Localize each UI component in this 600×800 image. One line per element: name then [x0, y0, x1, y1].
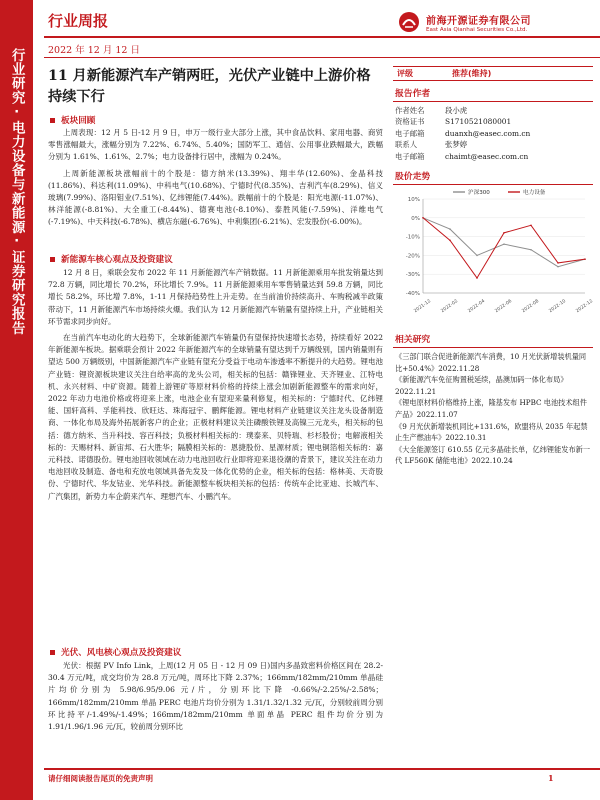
- y-tick-label: -20%: [405, 253, 420, 260]
- x-tick-label: 2022-04: [467, 299, 487, 315]
- author-field-label: 资格证书: [395, 117, 425, 127]
- data-point: [530, 249, 532, 251]
- y-tick-label: -40%: [405, 291, 420, 298]
- footer-divider: [44, 768, 600, 770]
- data-point: [557, 266, 559, 268]
- section-heading-text: 光伏、风电核心观点及投资建议: [61, 648, 182, 658]
- paragraph-weekly-performance: 上周表现：12 月 5 日-12 月 9 日，申万一级行业大部分上涨，其中食品饮料、家用电器、商贸零售涨幅最大，涨幅分别为 7.22%、6.74%、5.40%；国防军工、通信、公用事业跌幅最大，跌幅分别为 1.61%、1.61%、2.7%；电力设备排行居中，涨幅为 0.24%。: [48, 128, 383, 162]
- header-divider: [44, 36, 600, 38]
- section-heading-nev: [50, 253, 173, 265]
- square-bullet-icon: [50, 650, 55, 655]
- chart-svg: [393, 185, 593, 325]
- data-point: [584, 258, 586, 260]
- x-tick-label: 2022-10: [548, 299, 568, 315]
- data-point: [503, 243, 505, 245]
- header-divider-thin: [44, 57, 600, 58]
- chart-heading: 股价走势: [393, 166, 593, 185]
- paragraph-pv-prices: 光伏：根据 PV Info Link，上周(12 月 05 日 - 12 月 09 日)国内多晶致密料价格区间在 28.2-30.4 万元/吨，成交均价为 28.8 万元/吨，周环比下降 2.37%；166mm/182mm/210mm 单晶硅片均价分别为 5.98/6.95/9.06 元/片，分别环比下降 -0.66%/-2.25%/-2.58%；166mm/182mm/210mm 单晶 PERC 电池片均价分别为 1.31/1.32/1.32 元/瓦，分别较前周分别环比持平/-1.49%/-1.49%；166mm/182mm/210mm 单面单晶 PERC 组件均价分别为 1.91/1.96/1.96 元/瓦，较前周分别环比: [48, 661, 383, 732]
- section-pv-body: [48, 660, 383, 766]
- x-tick-label: 2022-12: [575, 299, 593, 315]
- author-row: [393, 105, 593, 116]
- x-tick-label: 2021-12: [413, 299, 433, 315]
- series-line-hs300: [423, 218, 585, 267]
- sidebar-text: 行业研究·电力设备与新能源·证券研究报告: [9, 48, 25, 336]
- author-row: [393, 128, 593, 139]
- paragraph-nev-outlook: 在当前汽车电动化的大趋势下，全球新能源汽车销量仍有望保持快速增长态势，持续看好 2022 年新能源车板块。据乘联会预计 2022 年新能源汽车的全球销量有望达到千万辆级别，国内销量则有望达 500 万辆级别，中国新能源汽车产业链有望充分受益于电动车渗透率不断提升的大趋势。锂电池产业链：锂资源板块建议关注自给率高的龙头公司，相关标的包括：赣锋锂业、天齐锂业、江特电机、永兴材料、中矿资源。随着上游锂矿等原材料价格的持续上涨会加剧新能源整车的需求向好，2022 年动力电池价格或将迎来上涨，电池企业有望迎来量利修复，相关标的：宁德时代、亿纬锂能、国轩高科、孚能科技、欣旺达、珠海冠宇、鹏辉能源。锂电材料产业链建议关注龙头设备制造商、一体化布局及海外拓展新客户的企业；正极材料建议关注磷酸铁锂及高镍三元龙头，相关标的包括：德方纳米、当升科技、容百科技；负极材料相关标的：璞泰来、贝特瑞、杉杉股份；电解液相关标的：天赐材料、新宙邦、石大胜华；隔膜相关标的：恩捷股份、星源材质；锂电铜箔相关标的：嘉元科技、诺德股份。锂电池回收领域在动力电池回收行业即将迎来退役潮的背景下，建议关注在动力电池回收及制造、备电和充放电领域具备先发及一体化优势的企业，相关标的包括：格林美、天奇股份、宁德时代、华友钴业、光华科技。新能源整车板块相关标的包括：传统车企比亚迪、长城汽车、广汽集团，新势力车企蔚来汽车、理想汽车、小鹏汽车。: [48, 333, 383, 501]
- related-report-link[interactable]: 《9 月光伏新增装机同比+131.6%，欧盟将从 2035 年起禁止生产燃油车》2022.10.31: [395, 421, 588, 443]
- x-tick-label: 2022-02: [440, 299, 460, 315]
- author-field-label: 作者姓名: [395, 106, 425, 115]
- author-field-value[interactable]: chaimt@easec.com.cn: [445, 151, 529, 161]
- logo-mark-icon: [398, 11, 420, 33]
- author-row: [393, 116, 593, 127]
- data-point: [557, 262, 559, 264]
- y-tick-label: -10%: [405, 234, 420, 241]
- author-field-value: S1710521080001: [445, 117, 512, 127]
- rating-value: 推荐(维持): [452, 69, 492, 78]
- author-row: [393, 139, 593, 150]
- x-tick-label: 2022-06: [494, 299, 514, 315]
- author-row: [393, 151, 593, 162]
- section-heading-pv-wind: [50, 646, 181, 658]
- related-report-link[interactable]: 《新能源汽车免征购置税延续，晶澳加码一体化布局》2022.11.21: [395, 375, 568, 396]
- related-heading: 相关研究: [393, 329, 593, 348]
- data-point: [476, 277, 478, 279]
- y-tick-label: -30%: [405, 272, 420, 279]
- report-type-label: 行业周报: [48, 12, 109, 30]
- y-tick-label: 0%: [411, 215, 420, 222]
- data-point: [422, 217, 424, 219]
- paragraph-nev-sales: 12 月 8 日，乘联会发布 2022 年 11 月新能源汽车产销数据。11 月新能源乘用车批发销量达到 72.8 万辆，同比增长 70.2%，环比增长 7.9%。11 月新能源乘用车零售销量达到 59.8 万辆，同比增长 58.2%，环比增 7.8%，1-11 月保持趋势性上升走势。在当前油价持续高升、车购税减半政策带动下，11 月新能源汽车市场持续火爆。我们认为 12 月新能源汽车销量有望持续上升，产业链相关环节需求同步向好。: [48, 268, 383, 326]
- author-list: [393, 102, 593, 162]
- y-tick-label: 10%: [407, 197, 420, 204]
- rating-label: 评级: [397, 69, 413, 78]
- logo-name-cn: 前海开源证券有限公司: [426, 15, 531, 27]
- square-bullet-icon: [50, 118, 55, 123]
- right-sidebar: [393, 66, 593, 467]
- x-tick-label: 2022-08: [521, 299, 541, 315]
- data-point: [503, 232, 505, 234]
- data-point: [476, 255, 478, 257]
- series-line-power-equipment: [423, 218, 585, 278]
- data-point: [530, 225, 532, 227]
- author-heading: 报告作者: [393, 83, 593, 102]
- section-heading-review: [50, 114, 95, 126]
- disclaimer-note: 请仔细阅读报告尾页的免责声明: [48, 774, 153, 783]
- section-nev-body: [48, 267, 383, 503]
- related-list: [393, 348, 593, 467]
- author-field-value: 段小虎: [445, 106, 468, 115]
- related-report-link[interactable]: 《大全能源签订 610.55 亿元多晶硅长单，亿纬锂能发布新一代 LF560K 储能电池》2022.10.24: [395, 444, 591, 466]
- legend-label: 电力设备: [523, 190, 546, 197]
- related-report-link[interactable]: 《锂电原材料价格维持上涨，隆基发布 HPBC 电池技术组件产品》2022.11.07: [395, 398, 587, 419]
- company-logo: [398, 10, 598, 34]
- square-bullet-icon: [50, 257, 55, 262]
- page-number: 1: [548, 773, 554, 783]
- section-review-body: [48, 127, 383, 229]
- author-field-label: 联系人: [395, 140, 418, 150]
- legend-label: 沪深300: [468, 190, 490, 197]
- report-date: 2022 年 12 月 12 日: [48, 45, 140, 56]
- sidebar-banner: [0, 0, 33, 800]
- rating-row: [393, 66, 593, 81]
- data-point: [449, 228, 451, 230]
- author-field-value[interactable]: duanxh@easec.com.cn: [445, 128, 531, 138]
- related-report-link[interactable]: 《三部门联合促进新能源汽车消费，10 月光伏新增装机量同比+50.4%》2022.11.28: [395, 352, 587, 373]
- author-field-value: 张梦婷: [445, 140, 468, 150]
- section-heading-text: 新能源车核心观点及投资建议: [61, 255, 173, 265]
- price-trend-chart: [393, 185, 593, 325]
- paragraph-top-movers: 上周新能源板块涨幅前十的个股是：德方纳米(13.39%)、翔丰华(12.60%)、金晶科技(11.86%)、科达利(11.09%)、中科电气(10.68%)、宁德时代(8.35%)、吉利汽车(8.29%)、信义玻璃(7.99%)、洛阳钼业(7.51%)、亿纬锂能(7.44%)。跌幅前十的个股是：阳光电源(-11.07%)、林洋能源(-8.81%)、大全重工(-8.44%)、德赛电池(-8.10%)、泰胜风能(-7.59%)、洋维电气(-7.19%)、中天科技(-6.78%)、横店东磁(-6.76%)、中利集团(-6.21%)、宏发股份(-6.00%)。: [48, 168, 383, 227]
- report-title: 11 月新能源汽车产销两旺，光伏产业链中上游价格持续下行: [48, 68, 371, 105]
- author-field-label: 电子邮箱: [395, 128, 425, 138]
- logo-name-en: East Asia Qianhai Securities Co.,Ltd.: [426, 26, 528, 33]
- data-point: [449, 240, 451, 242]
- section-heading-text: 板块回顾: [61, 116, 96, 126]
- author-field-label: 电子邮箱: [395, 151, 425, 161]
